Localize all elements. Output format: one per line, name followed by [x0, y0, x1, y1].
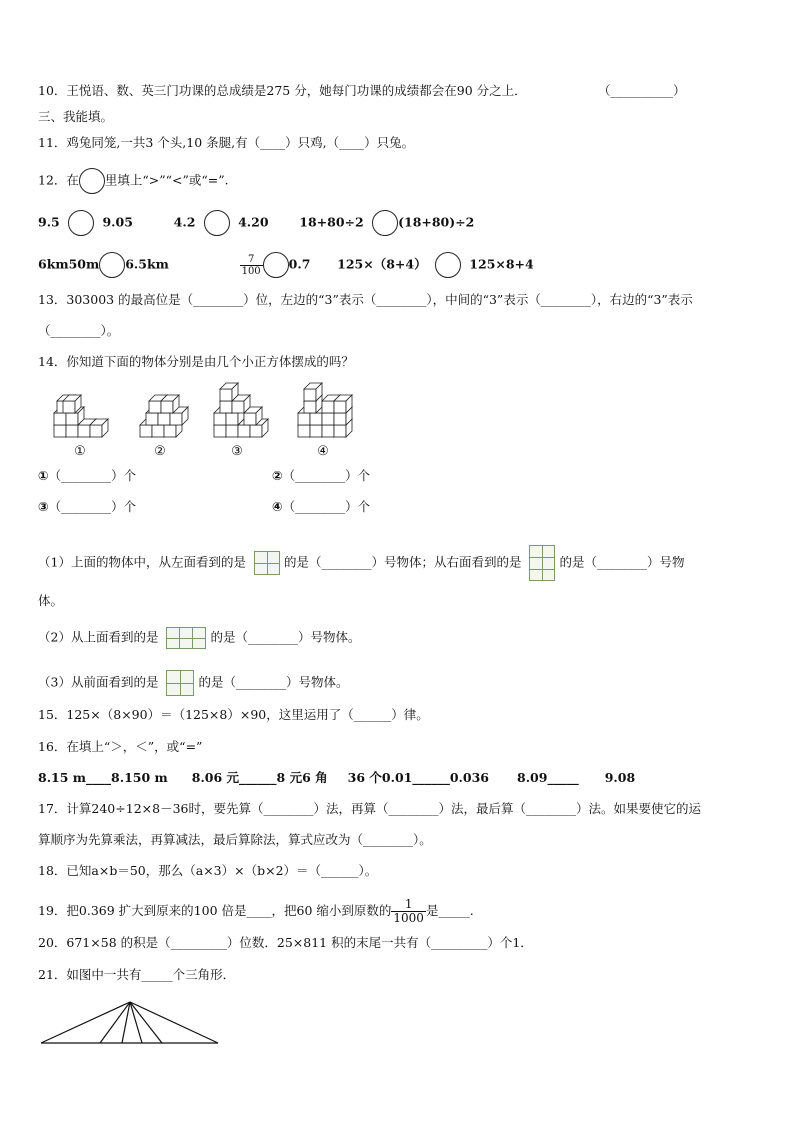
triangle-figure	[38, 998, 222, 1048]
view-top-1x3-icon	[166, 627, 206, 649]
answer-circle[interactable]	[372, 210, 398, 236]
compare-circle-icon	[79, 168, 105, 194]
q21: 21．如图中一共有_____个三角形．	[38, 967, 236, 982]
q20: 20．671×58 的积是（_________）位数．25×811 积的末尾一共有（_________）个1．	[38, 935, 533, 950]
figure-label-1: ①	[74, 444, 86, 459]
cube-figure-3	[214, 383, 268, 437]
q18: 18．已知a×b＝50，那么（a×3）×（b×2）＝（______）。	[38, 863, 378, 878]
q14-title: 14．你知道下面的物体分别是由几个小正方体摆成的吗？	[38, 354, 354, 369]
q19: 19．把0.369 扩大到原来的100 倍是____，把60 缩小到原数的 $\frac{1}{1000}$ 是_____.	[38, 897, 474, 925]
cube-figure-4	[298, 383, 352, 437]
q16-items: 8.15 m____8.150 m 8.06 元______8 元6 角 36 个0.01______0.036 8.09_____ 9.08	[38, 770, 636, 785]
q12-b-right: 4.20	[238, 214, 269, 230]
cube-figure-2	[140, 395, 188, 437]
q14-sub1: （1）上面的物体中，从左面看到的是 的是（________）号物体；从右面看到的是 的是（________）号物	[38, 545, 684, 581]
section-3-heading: 三、我能填。	[38, 109, 114, 124]
q15: 15．125×（8×90）＝（125×8）×90，这里运用了（______）律。	[38, 707, 429, 722]
fraction-7-100: $\frac{7}{100}$	[241, 253, 261, 277]
q16-title: 16．在填上“＞，＜”，或“=”	[38, 739, 203, 754]
q12-e-right: 0.7	[288, 256, 311, 272]
q12-a-right: 9.05	[102, 214, 133, 230]
q12-b-left: 4.2	[173, 214, 196, 230]
figure-label-4: ④	[317, 444, 329, 459]
view-right-3x2-icon	[529, 545, 555, 581]
q12-d-right: 6.5km	[125, 256, 169, 272]
q12-row1	[38, 210, 474, 236]
q11: 11．鸡兔同笼,一共3 个头,10 条腿,有（____）只鸡,（____）只兔。	[38, 135, 415, 150]
q12-prefix: 12．在	[38, 172, 79, 188]
q14-sub2: （2）从上面看到的是 的是（________）号物体。	[38, 627, 360, 649]
q12-suffix: 里填上“>”“<”或“=”.	[104, 172, 229, 188]
q14-sub1-cont: 体。	[38, 593, 64, 608]
q12-c-left: 18+80÷2	[299, 214, 364, 230]
q12-f-right: 125×8+4	[469, 256, 534, 272]
q14-answer-1: ①（________）个	[38, 468, 137, 483]
q12-a-left: 9.5	[38, 214, 60, 230]
q12-line	[38, 168, 229, 194]
q17-line1: 17．计算240÷12×8－36时，要先算（________）法，再算（________）法，最后算（________）法。如果要使它的运	[38, 801, 701, 816]
q17-line2: 算顺序为先算乘法，再算减法，最后算除法，算式应改为（________）。	[38, 832, 432, 847]
q14-answer-4: ④（________）个	[272, 499, 371, 514]
answer-circle[interactable]	[68, 210, 94, 236]
q12-d-left: 6km50m	[38, 256, 100, 272]
q14-answer-3: ③（________）个	[38, 499, 137, 514]
answer-circle[interactable]	[263, 252, 289, 278]
q13-line1: 13．303003 的最高位是（________）位，左边的“3”表示（________），中间的“3”表示（________），右边的“3”表示	[38, 292, 693, 307]
figure-label-2: ②	[154, 444, 166, 459]
q14-sub3: （3）从前面看到的是 的是（________）号物体。	[38, 670, 348, 696]
answer-circle[interactable]	[99, 252, 125, 278]
q10-line	[38, 82, 527, 100]
q12-c-right: (18+80)÷2	[398, 214, 475, 230]
figure-label-3: ③	[231, 444, 243, 459]
q12-row2	[38, 252, 534, 278]
answer-circle[interactable]	[204, 210, 230, 236]
answer-circle[interactable]	[435, 252, 461, 278]
fraction-1-1000: $\frac{1}{1000}$	[393, 897, 424, 925]
q14-answer-2: ②（________）个	[272, 468, 371, 483]
q12-f-left: 125×（8+4）	[337, 256, 427, 272]
q10-answer[interactable]: （__________）	[598, 83, 686, 98]
cube-figure-1	[54, 395, 108, 437]
view-front-2x2-icon	[166, 670, 194, 696]
view-left-2x2-icon	[254, 551, 280, 575]
q10-text: 10．王悦语、数、英三门功课的总成绩是275 分，她每门功课的成绩都会在90 分之上．	[38, 83, 527, 98]
q13-line2: （________）。	[38, 323, 120, 338]
